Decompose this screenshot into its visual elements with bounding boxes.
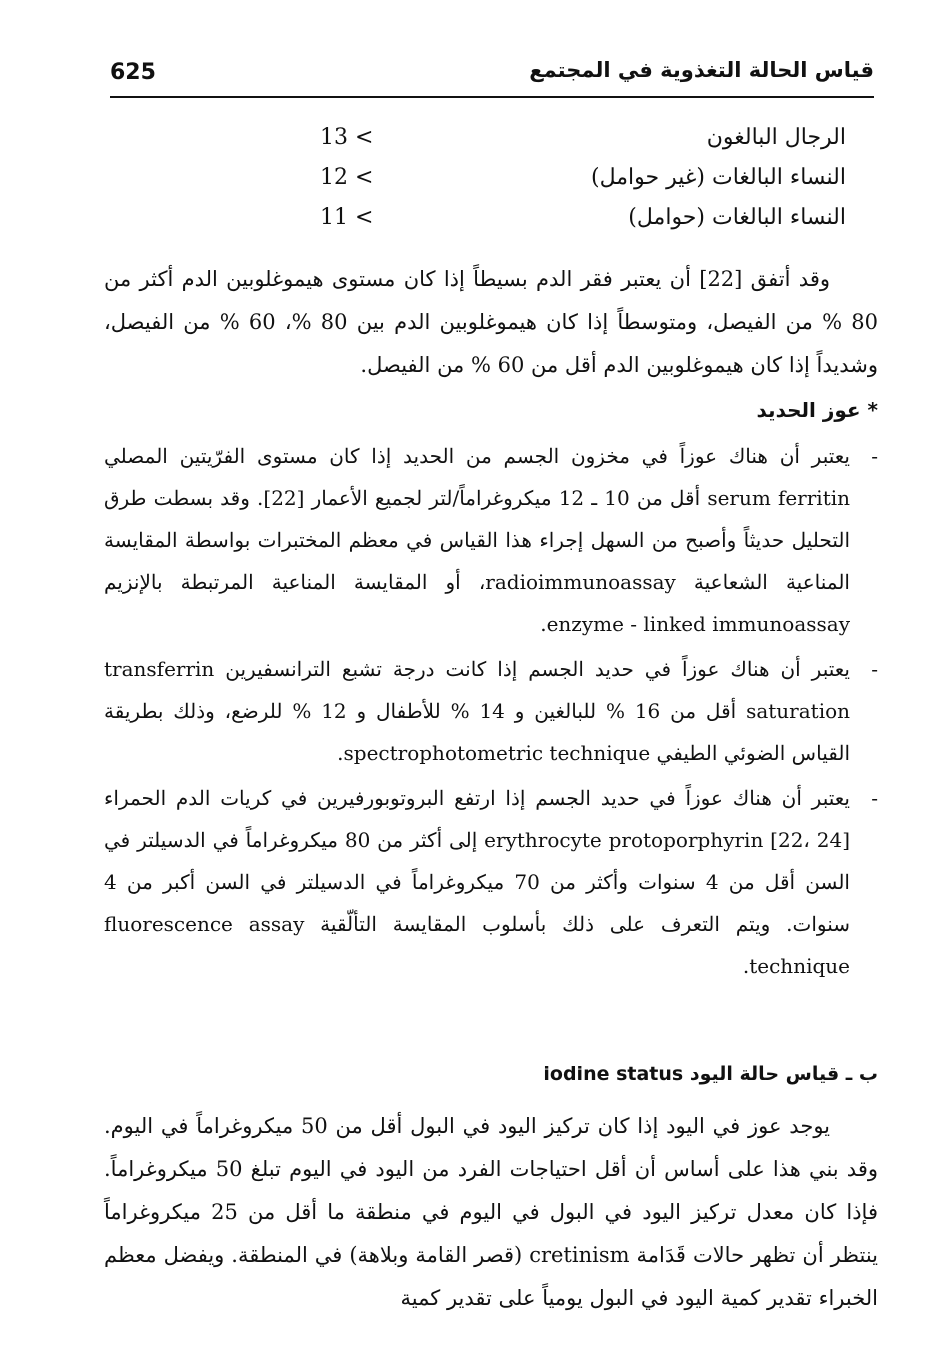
- list-item: [104, 648, 878, 774]
- threshold-value: > 11: [320, 205, 374, 230]
- page-header: [110, 58, 874, 98]
- hemoglobin-threshold-list: [300, 125, 846, 245]
- list-item-text: يعتبر أن هناك عوزاً في مخزون الجسم من الحديد إذا كان مستوى الفرّيتين المصلي serum ferritin أقل من 10 ـ 12 ميكروغراماً/لتر لجميع الأعمار [22]. وقد بسطت طرق التحليل حديثاً وأصبح من السهل إجراء هذا القياس في معظم المختبرات بواسطة المقايسة المناعية الشعاعية radioimmunoassay، أو المقايسة المناعية المرتبطة بالإنزيم enzyme - linked immunoassay.: [104, 444, 851, 636]
- bullet-dash: -: [871, 657, 878, 681]
- threshold-label: النساء البالغات (حوامل): [628, 205, 846, 230]
- threshold-row: [300, 205, 846, 245]
- threshold-label: النساء البالغات (غير حوامل): [591, 165, 846, 190]
- iodine-paragraph: يوجد عوز في اليود إذا كان تركيز اليود في البول أقل من 50 ميكروغراماً في اليوم. وقد بني هذا على أساس أن أقل احتياجات الفرد من اليود في اليوم تبلغ 50 ميكروغراماً. فإذا كان معدل تركيز اليود في البول في اليوم في منطقة ما أقل من 25 ميكروغراماً ينتظر أن تظهر حالات قَدَامة cretinism (قصر القامة وبلاهة) في المنطقة. ويفضل معظم الخبراء تقدير كمية اليود في البول يومياً على تقدير كمية: [104, 1114, 879, 1310]
- bullet-dash: -: [871, 786, 878, 810]
- list-item: [104, 435, 878, 645]
- running-title: قياس الحالة التغذوية في المجتمع: [529, 58, 874, 82]
- bullet-dash: -: [871, 444, 878, 468]
- threshold-row: [300, 165, 846, 205]
- iron-deficiency-criteria-list: [104, 435, 878, 990]
- page-number: 625: [110, 60, 156, 85]
- threshold-row: [300, 125, 846, 165]
- list-item: [104, 777, 878, 987]
- threshold-value: > 12: [320, 165, 374, 190]
- threshold-value: > 13: [320, 125, 374, 150]
- threshold-label: الرجال البالغون: [706, 125, 846, 150]
- anemia-severity-paragraph: وقد أتفق [22] أن يعتبر فقر الدم بسيطاً إذا كان مستوى هيموغلوبين الدم أكثر من 80 % من الفيصل، ومتوسطاً إذا كان هيموغلوبين الدم بين 80 %، 60 % من الفيصل، وشديداً إذا كان هيموغلوبين الدم أقل من 60 % من الفيصل.: [104, 267, 878, 377]
- list-item-text: يعتبر أن هناك عوزاً في حديد الجسم إذا ارتفع البروتوبورفيرين في كريات الدم الحمراء erythrocyte protoporphyrin [22، 24] إلى أكثر من 80 ميكروغراماً في الدسيلتر في السن أقل من 4 سنوات وأكثر من 70 ميكروغراماً في الدسيلتر في السن أكبر من 4 سنوات. ويتم التعرف على ذلك بأسلوب المقايسة التألّقية fluorescence assay technique.: [104, 786, 850, 978]
- iodine-status-heading: ب ـ قياس حالة اليود iodine status: [543, 1063, 878, 1085]
- list-item-text: يعتبر أن هناك عوزاً في حديد الجسم إذا كانت درجة تشبع الترانسفيرين transferrin saturation أقل من 16 % للبالغين و 14 % للأطفال و 12 % للرضع، وذلك بطريقة القياس الضوئي الطيفي spectrophotometric technique.: [104, 657, 851, 765]
- iron-deficiency-heading: * عوز الحديد: [756, 398, 878, 422]
